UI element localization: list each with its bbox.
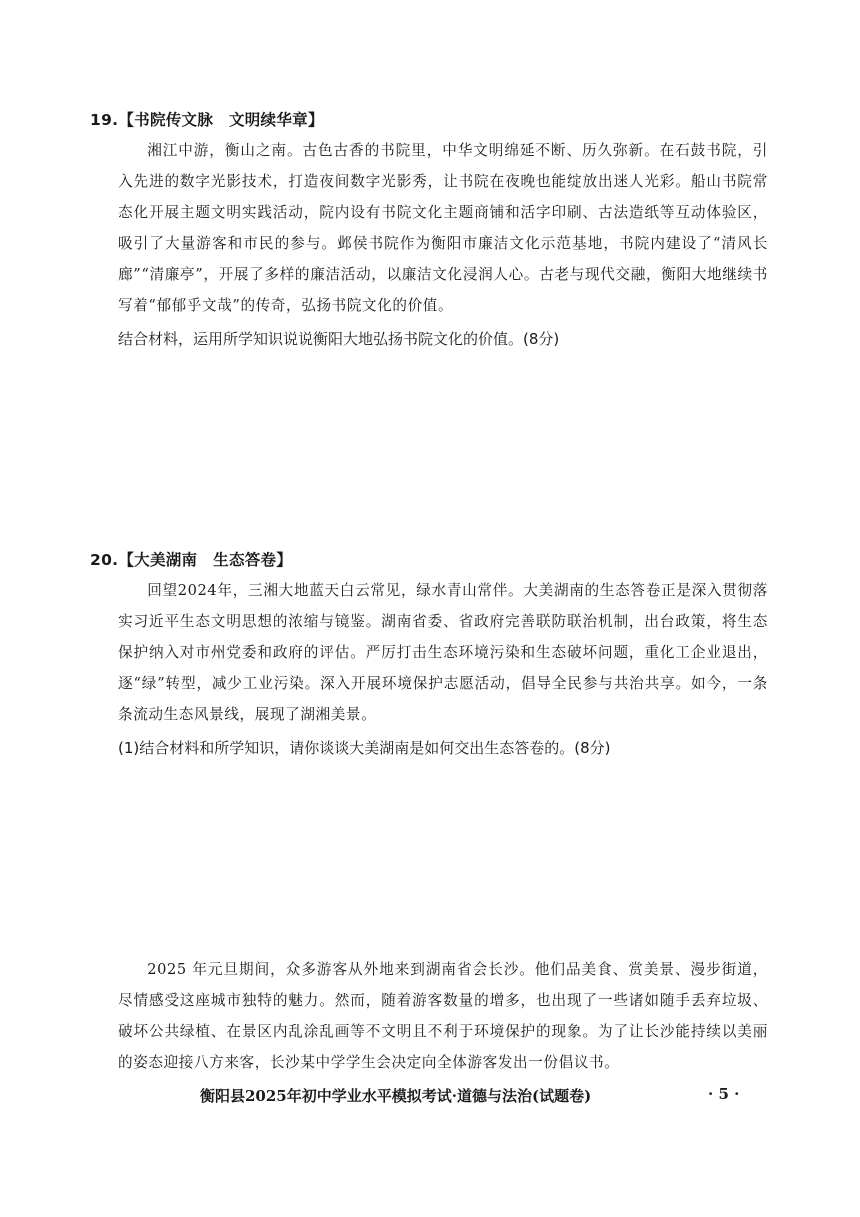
question-19-material: 湘江中游，衡山之南。古色古香的书院里，中华文明绵延不断、历久弥新。在石鼓书院，引入先进的数字光影技术，打造夜间数字光影秀，让书院在夜晚也能绽放出迷人光彩。船山书院常态化开展主题文明实践活动，院内设有书院文化主题商铺和活字印刷、古法造纸等互动体验区，吸引了大量游客和市民的参与。邺侯书院作为衡阳市廉洁文化示范基地，书院内建设了“清风长廊”“清廉亭”，开展了多样的廉洁活动，以廉洁文化浸润人心。古老与现代交融，衡阳大地继续书写着“郁郁乎文哉”的传奇，弘扬书院文化的价值。 (118, 142, 768, 314)
question-20-title: 20.【大美湖南 生态答卷】 (90, 551, 293, 569)
footer-page-number: · 5 · (708, 1085, 740, 1103)
footer-exam-title: 衡阳县2025年初中学业水平模拟考试·道德与法治(试题卷) (200, 1087, 592, 1105)
question-19-prompt: 结合材料，运用所学知识说说衡阳大地弘扬书院文化的价值。(8分) (118, 330, 560, 348)
question-19-title: 19.【书院传文脉 文明续华章】 (90, 111, 324, 129)
question-20-material-2: 2025 年元旦期间，众多游客从外地来到湖南省会长沙。他们品美食、赏美景、漫步街道，尽情感受这座城市独特的魅力。然而，随着游客数量的增多，也出现了一些诸如随手丢弃垃圾、破坏公共绿植、在景区内乱涂乱画等不文明且不利于环境保护的现象。为了让长沙能持续以美丽的姿态迎接八方来客，长沙某中学学生会决定向全体游客发出一份倡议书。 (118, 961, 768, 1071)
question-20-prompt-1: (1)结合材料和所学知识，请你谈谈大美湖南是如何交出生态答卷的。(8分) (118, 739, 611, 757)
question-20-material: 回望2024年，三湘大地蓝天白云常见，绿水青山常伴。大美湖南的生态答卷正是深入贯彻落实习近平生态文明思想的浓缩与镜鉴。湖南省委、省政府完善联防联治机制，出台政策，将生态保护纳入对市州党委和政府的评估。严厉打击生态环境污染和生态破坏问题，重化工企业退出，逐“绿”转型，减少工业污染。深入开展环境保护志愿活动，倡导全民参与共治共享。如今，一条条流动生态风景线，展现了湖湘美景。 (118, 582, 768, 723)
